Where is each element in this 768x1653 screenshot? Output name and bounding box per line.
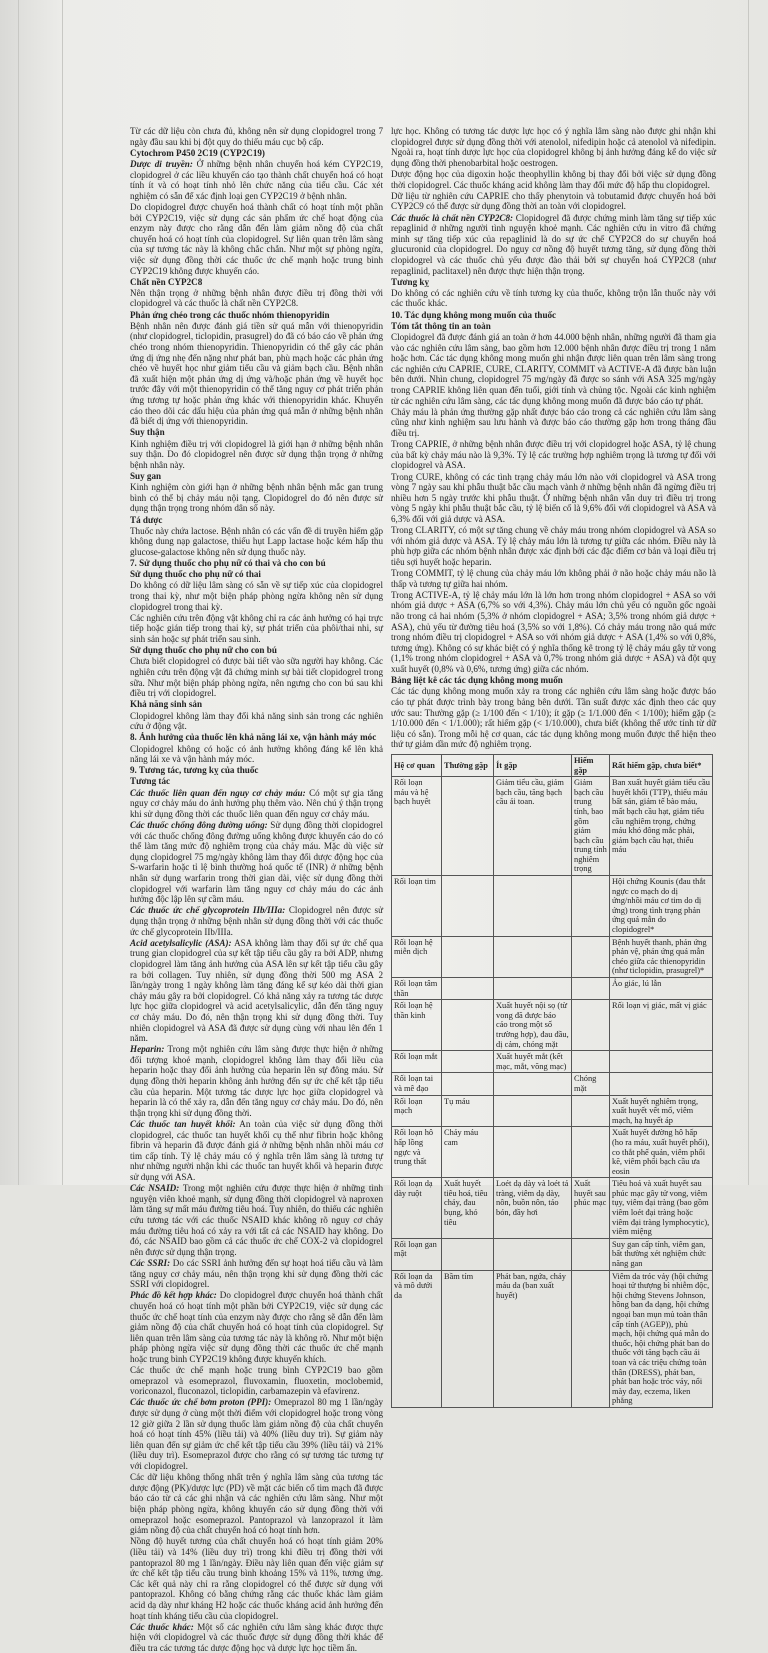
paper-fold [18,0,19,1185]
table-cell: Xuất huyết đường hô hấp (ho ra máu, xuất huyết phổi), co thắt phế quản, viêm phổi kẽ, viêm phổi bạch cầu ưa eosin [610,1127,713,1178]
paragraph: Các thuốc ức chế mạnh hoặc trung bình CYP2C19 bao gồm omeprazol và esomeprazol, fluvoxamin, fluoxetin, moclobemid, voriconazol, fluconazol, ticlopidin, carbamazepin và efavirenz. [130,1365,383,1397]
paragraph [391,213,716,277]
table-cell: Rối loạn vị giác, mất vị giác [610,1000,713,1051]
section-heading: Tá dược [130,514,163,525]
table-row [392,1073,713,1095]
paragraph: Do clopidogrel được chuyển hoá thành chất có hoạt tính một phần bởi CYP2C19, việc sử dụng các sản phẩm ức chế hoạt động của enzym này được cho rằng dẫn đến làm giảm nồng độ của chất chuyển hoá có hoạt tính của clopidogrel. Sự liên quan trên lâm sàng của sự tương tác này là không chắc chắn. Như một sự phòng ngừa, việc sử dụng đồng thời các thuốc ức chế mạnh hoặc trung bình CYP2C19 không được khuyến cáo. [130,201,383,276]
table-cell: Ban xuất huyết giảm tiểu cầu huyết khối (TTP), thiếu máu bất sản, giảm tế bào máu, mất bạch cầu hạt, giảm tiểu cầu nghiêm trọng, chứng máu khó đông mắc phải, giảm bạch cầu hạt, thiếu máu [610,777,713,876]
table-row [392,1270,713,1407]
paragraph [130,159,383,201]
table-cell: Ảo giác, lú lẫn [610,978,713,1000]
table-cell [610,1073,713,1095]
paragraph: Trong ACTIVE-A, tỷ lệ chảy máu lớn là lớn hơn trong nhóm clopidogrel + ASA so với nhóm giả dược + ASA (6,7% so với 4,3%). Chảy máu lớn chủ yếu có nguồn gốc ngoài não trong cả hai nhóm (5,3% ở nhóm clopidogrel + ASA; 3,5% trong nhóm giả dược + ASA), chủ yếu từ đường tiêu hoá (3,5% so với 1,8%). Có chảy máu trong não quá mức trong nhóm điều trị clopidogrel + ASA so với nhóm giả dược + ASA (1,4% so với 0,8%, tương ứng). Không có sự khác biệt có ý nghĩa thống kê trong tỷ lệ chảy máu gây tử vong (1,1% trong nhóm clopidogrel + ASA và 0,7% trong nhóm giả dược + ASA) và đột quỵ xuất huyết (0,8% và 0,6%, tương ứng) giữa các nhóm. [391,589,716,674]
table-row [392,876,713,937]
table-cell [572,1051,610,1073]
paragraph-text: Ở những bệnh nhân chuyển hoá kém CYP2C19, clopidogrel ở các liều khuyến cáo tạo thành chất chuyển hoá có hoạt tính ít và có hoạt tính nhỏ lên chức năng của tiểu cầu. Các xét nghiệm có sẵn để xác định loại gen CYP2C19 ở bệnh nhân. [130,158,383,201]
table-cell: Bầm tím [442,1270,494,1407]
paragraph-text: Có một sự gia tăng nguy cơ chảy máu do ảnh hưởng phụ thêm vào. Nên chú ý thận trọng khi sử dụng đồng thời các thuốc liên quan đến nguy cơ chảy máu. [130,787,383,819]
table-cell [494,936,572,977]
table-cell [442,978,494,1000]
section-heading: 10. Tác dụng không mong muốn của thuốc [391,309,557,320]
paragraph-text: Một số các nghiên cứu lâm sàng khác được thực hiện với clopidogrel và các thuốc được sử dụng đồng thời khác để điều tra các tương tác dược động học và dược lực học tiềm ẩn. [130,1621,384,1653]
section-heading: 8. Ảnh hưởng của thuốc lên khả năng lái xe, vận hành máy móc [130,732,377,743]
paragraph-text: Sử dụng đồng thời clopidogrel với các thuốc chống đông đường uống không được khuyến cáo do có thể làm tăng mức độ nghiêm trọng của chảy máu. Mặc dù việc sử dụng clopidogrel 75 mg/ngày không làm thay đổi dược động học của S-warfarin hoặc tỉ lệ bình thường hoá quốc tế (INR) ở những bệnh nhân sử dụng warfarin trong thời gian dài, việc sử dụng đồng thời clopidogrel với warfarin làm tăng nguy cơ chảy máu do các ảnh hưởng độc lập lên sự cầm máu. [130,820,383,905]
table-cell [494,1238,572,1270]
inline-heading: Các SSRI: [130,1257,171,1268]
paragraph [130,1119,383,1183]
left-column [130,126,384,1653]
table-row [392,1000,713,1051]
table-cell: Tiêu hoá và xuất huyết sau phúc mạc gây tử vong, viêm tụy, viêm đại tràng (bao gồm viêm loét đại tràng hoặc viêm đại tràng lymphocytic), viêm miệng [610,1178,713,1239]
paper-fold [748,0,749,1185]
section-heading: Suy gan [130,470,162,481]
paragraph-text: An toàn của việc sử dụng đồng thời clopidogrel, các thuốc tan huyết khối cụ thể như fibrin hoặc không fibrin và heparin đã được đánh giá ở những bệnh nhân nhồi máu cơ tim cấp tính. Tỷ lệ chảy máu có ý nghĩa trên lâm sàng là tương tự như những người nhận khi các thuốc tan huyết khối và heparin được sử dụng với ASA. [130,1119,383,1182]
section-heading: Sử dụng thuốc cho phụ nữ cho con bú [130,645,277,656]
table-cell [442,1238,494,1270]
table-cell: Xuất huyết sau phúc mạc [572,1178,610,1239]
paragraph: Trong CAPRIE, ở những bệnh nhân được điều trị với clopidogrel hoặc ASA, tỷ lệ chung của bất kỳ chảy máu nào là 9,3%. Tỷ lệ các trường hợp nghiêm trọng là tương tự đối với clopidogrel và ASA. [391,439,716,471]
table-header-cell: Hiếm gặp [572,754,610,776]
paragraph: Dữ liệu từ nghiên cứu CAPRIE cho thấy phenytoin và tobutamid được chuyển hoá bởi CYP2C9 có thể được sử dụng đồng thời an toàn với clopidogrel. [391,190,716,212]
table-cell [494,978,572,1000]
paragraph: Nên thận trọng ở những bệnh nhân được điều trị đồng thời với clopidogrel và các thuốc là chất nền CYP2C8. [130,287,383,309]
table-cell [572,1270,610,1407]
section-heading: Bảng liệt kê các tác dụng không mong muốn [391,675,563,686]
section-heading: Chất nền CYP2C8 [130,276,203,287]
paragraph [130,1290,383,1364]
organ-system-cell: Rối loạn máu và hệ bạch huyết [392,777,442,876]
paragraph: Thuốc này chứa lactose. Bệnh nhân có các vấn đề di truyền hiếm gặp không dung nạp galactose, thiếu hụt Lapp lactase hoặc kém hấp thu glucose-galactose không nên sử dụng thuốc này. [130,525,383,557]
inline-heading: Heparin: [130,1044,165,1055]
paragraph-text: Clopidogrel đã được chứng minh làm tăng sự tiếp xúc repaglinid ở những người tình nguyện khoẻ mạnh. Các nghiên cứu in vitro đã chứng minh sự tăng tiếp xúc của repaglinid là do sự ức chế CYP2C8 do sự chuyển hoá glucuronid của clopidogrel. Do nguy cơ nồng độ huyết tương tăng, sử dụng đồng thời clopidogrel và các thuốc chủ yếu được đào thải bởi sự chuyển hoá CYP2C8 (như repaglinid, paclitaxel) nên được thực hiện thận trọng. [391,212,716,276]
table-cell [494,876,572,937]
paragraph [130,1622,383,1653]
organ-system-cell: Rối loạn hệ miễn dịch [392,936,442,977]
organ-system-cell: Rối loạn da và mô dưới da [392,1270,442,1407]
section-heading: Sử dụng thuốc cho phụ nữ có thai [130,569,261,580]
table-cell: Xuất huyết nghiêm trọng, xuất huyết vết mổ, viêm mạch, hạ huyết áp [610,1095,713,1127]
table-cell [572,876,610,937]
paragraph: Các dữ liệu không thống nhất trên ý nghĩa lâm sàng của tương tác dược động (PK)/dược lực (PD) về mặt các biến cố tim mạch đã được báo cáo từ cả các ghi nhận và các nghiên cứu lâm sàng. Như một biện pháp phòng ngừa, không khuyến cáo sử dụng đồng thời với omeprazol hoặc esomeprazol. Pantoprazol và lanzoprazol ít làm giảm nồng độ của chất chuyển hoá có hoạt tính hơn. [130,1472,383,1536]
organ-system-cell: Rối loạn tim [392,876,442,937]
inline-heading: Dược di truyền: [130,158,193,169]
table-cell: Chảy máu cam [442,1127,494,1178]
table-cell [572,1238,610,1270]
organ-system-cell: Rối loạn tâm thần [392,978,442,1000]
table-row [392,978,713,1000]
table-header-cell: Thường gặp [442,754,494,776]
paragraph [130,1397,383,1471]
paragraph: Kinh nghiệm điều trị với clopidogrel là giới hạn ở những bệnh nhân suy thận. Do đó clopidogrel nên được sử dụng thận trọng ở những bệnh nhân này. [130,438,383,470]
table-cell [442,1000,494,1051]
table-cell: Giảm tiểu cầu, giảm bạch cầu, tăng bạch cầu ái toan. [494,777,572,876]
inline-heading: Phác đồ kết hợp khác: [130,1290,217,1301]
paragraph: Do không có dữ liệu lâm sàng có sẵn về sự tiếp xúc của clopidogrel trong thai kỳ, như một biện pháp phòng ngừa không nên sử dụng clopidogrel trong thai kỳ. [130,580,383,612]
table-cell [442,1073,494,1095]
inline-heading: Các thuốc ức chế glycoprotein IIb/IIIa: [130,905,286,916]
section-heading: Phản ứng chéo trong các thuốc nhóm thienopyridin [130,309,330,320]
paragraph [130,1258,383,1290]
table-cell [494,1095,572,1127]
paragraph [130,938,383,1044]
section-heading: 7. Sử dụng thuốc cho phụ nữ có thai và cho con bú [130,558,326,569]
table-cell: Viêm da tróc vảy (hội chứng hoại tử thượng bì nhiễm độc, hội chứng Stevens Johnson, hồng ban đa dạng, hội chứng ngoại ban mụn mủ toàn thân cấp tính (AGEP)), phù mạch, hội chứng quá mẫn do thuốc, hội chứng phát ban do thuốc với tăng bạch cầu ái toan và các triệu chứng toàn thân (DRESS), phát ban, phát ban hoặc tróc vảy, nổi mày đay, eczema, liken phẳng [610,1270,713,1407]
table-header-cell: Rất hiếm gặp, chưa biết* [610,754,713,776]
table-row [392,1095,713,1127]
paragraph-text: Trong một nghiên cứu lâm sàng được thực hiện ở những đối tượng khoẻ mạnh, clopidogrel không làm thay đổi liều của heparin hoặc thay đổi ảnh hưởng của heparin lên sự đông máu. Sử dụng đồng thời heparin không ảnh hưởng đến sự ức chế kết tập tiểu cầu của heparin. Một tương tác dược lực học giữa clopidogrel và heparin là có thể xảy ra, dẫn đến tăng nguy cơ chảy máu. Do đó, nên thận trọng khi sử dụng đồng thời. [130,1044,383,1118]
organ-system-cell: Rối loạn mạch [392,1095,442,1127]
paragraph: Clopidogrel không có hoặc có ảnh hưởng không đáng kể lên khả năng lái xe và vận hành máy móc. [130,743,383,765]
table-body [392,777,713,1408]
table-header-cell: Hệ cơ quan [392,754,442,776]
paragraph: Bệnh nhân nên được đánh giá tiền sử quá mẫn với thienopyridin (như clopidogrel, ticlopidin, prasugrel) do đã có báo cáo về phản ứng chéo trong nhóm thienopyridin. Thienopyridin có thể gây các phản ứng dị ứng nhẹ đến nặng như phát ban, phù mạch hoặc các phản ứng chéo về huyết học như giảm tiểu cầu và giảm bạch cầu. Bệnh nhân đã xuất hiện một phản ứng dị ứng và/hoặc phản ứng về huyết học trước đây với một thienopyridin có thể tăng nguy cơ phát triển phản ứng tương tự hoặc phản ứng khác với thienopyridin khác. Khuyến cáo theo dõi các dấu hiệu của phản ứng quá mẫn ở những bệnh nhân đã biết dị ứng với thienopyridin. [130,320,383,427]
organ-system-cell: Rối loạn dạ dày ruột [392,1178,442,1239]
paragraph: lực học. Không có tương tác dược lực học có ý nghĩa lâm sàng nào được ghi nhận khi clopidogrel được sử dụng đồng thời với atenolol, nifedipin hoặc cả atenolol và nifedipin. Ngoài ra, hoạt tính dược lực học của clopidogrel không bị ảnh hưởng đáng kể do việc sử dụng đồng thời phenobarbital hoặc oestrogen. [391,126,716,168]
inline-heading: Các thuốc liên quan đến nguy cơ chảy máu: [130,787,306,798]
inline-heading: Các thuốc tan huyết khối: [130,1119,236,1130]
table-cell: Xuất huyết tiêu hoá, tiêu chảy, đau bụng, khó tiêu [442,1178,494,1239]
table-header-cell: Ít gặp [494,754,572,776]
paragraph-text: Clopidogrel nên được sử dụng thận trọng ở những bệnh nhân sử dụng đồng thời với các thuốc ức chế glycoprotein IIb/IIIa. [130,905,383,937]
paragraph [130,1183,383,1257]
paragraph: Clopidogrel đã được đánh giá an toàn ở hơn 44.000 bệnh nhân, những người đã tham gia vào các nghiên cứu lâm sàng, bao gồm hơn 12.000 bệnh nhân được điều trị trong 1 năm hoặc hơn. Các tác dụng không mong muốn ghi nhận được liên quan trên lâm sàng trong các nghiên cứu CAPRIE, CURE, CLARITY, COMMIT và ACTIVE-A đã được bàn luận bên dưới. Nhìn chung, clopidogrel 75 mg/ngày đã được so sánh với ASA 325 mg/ngày trong CAPRIE không liên quan đến tuổi, giới tính và chủng tộc. Ngoài các kinh nghiệm từ các nghiên cứu lâm sàng, các tác dụng không mong muốn đã được báo cáo tự phát. [391,332,716,406]
paragraph-text: Omeprazol 80 mg 1 lần/ngày được sử dụng ở cùng một thời điểm với clopidogrel hoặc trong vòng 12 giờ giữa 2 lần sử dụng thuốc làm giảm nồng độ của chất chuyển hoá có hoạt tính 45% (liều tải) và 40% (liều duy trì). Sự giảm này liên quan đến sự giảm ức chế kết tập tiểu cầu 39% (liều tải) và 21% (liều duy trì). Esomeprazol được cho rằng có sự tương tác tương tự với clopidogrel. [130,1397,383,1471]
paragraph-text: ASA không làm thay đổi sự ức chế qua trung gian clopidogrel của sự kết tập tiểu cầu gây ra bởi ADP, nhưng clopidogrel làm tăng ảnh hưởng của ASA lên sự kết tập tiểu cầu gây ra bởi collagen. Tuy nhiên, sử dụng đồng thời 500 mg ASA 2 lần/ngày trong 1 ngày không làm tăng đáng kể sự kéo dài thời gian chảy máu gây ra bởi clopidogrel. Có khả năng xảy ra tương tác dược lực học giữa clopidogrel và acid acetylsalicylic, dẫn đến tăng nguy cơ chảy máu. Do đó, nên thận trọng khi sử dụng đồng thời. Tuy nhiên clopidogrel và ASA đã được sử dụng cùng với nhau lên đến 1 năm. [130,937,383,1044]
table-cell: Suy gan cấp tính, viêm gan, bất thường xét nghiệm chức năng gan [610,1238,713,1270]
inline-heading: Các thuốc ức chế bơm proton (PPI): [130,1397,272,1408]
paragraph: Trong CLARITY, có một sự tăng chung về chảy máu trong nhóm clopidogrel và ASA so với nhóm giả dược và ASA. Tỷ lệ chảy máu lớn là tương tự giữa các nhóm. Điều này là phù hợp giữa các nhóm bệnh nhân được xác định bởi các đặc điểm cơ bản và loại điều trị tiêu sợi huyết hoặc heparin. [391,525,716,567]
paragraph: Trong COMMIT, tỷ lệ chung của chảy máu lớn không phải ở não hoặc chảy máu não là thấp và tương tự giữa hai nhóm. [391,568,716,589]
table-cell [572,978,610,1000]
section-heading: Tương tác [130,776,171,787]
organ-system-cell: Rối loạn hô hấp lồng ngực và trung thất [392,1127,442,1178]
paragraph: Các nghiên cứu trên động vật không chỉ ra các ảnh hưởng có hại trực tiếp hoặc gián tiếp trong thai kỳ, sự phát triển của phôi/thai nhi, sự sinh sản hoặc sự phát triển sau sinh. [130,612,383,644]
table-cell [572,1000,610,1051]
inline-heading: Các thuốc khác: [130,1621,194,1632]
table-cell: Xuất huyết mắt (kết mạc, mắt, võng mạc) [494,1051,572,1073]
paragraph-text: Do clopidogrel được chuyển hoá thành chất chuyển hoá có hoạt tính một phần bởi CYP2C19, việc sử dụng các thuốc ức chế hoạt tính của enzym này được cho rằng sẽ dẫn đến làm giảm nồng độ của chất chuyển hoá có hoạt tính của clopidogrel. Sự liên quan trên lâm sàng của tương tác này là không rõ. Như một biện pháp phòng ngừa việc sử dụng đồng thời các thuốc ức chế mạnh hoặc trung bình CYP2C19 không được khuyến khích. [130,1290,383,1364]
table-row [392,1051,713,1073]
section-heading: Suy thận [130,427,165,438]
paper-fold [62,0,63,1185]
table-cell [442,936,494,977]
paragraph: Chưa biết clopidogrel có được bài tiết vào sữa người hay không. Các nghiên cứu trên động vật đã chứng minh sự bài tiết clopidogrel trong sữa. Như một biện pháp phòng ngừa, nên ngưng cho con bú sau khi điều trị với clopidogrel. [130,656,383,699]
table-cell [572,1095,610,1127]
table-cell [610,1051,713,1073]
paragraph-text: Trong một nghiên cứu được thực hiện ở những tình nguyện viên khoẻ mạnh, sử dụng đồng thời clopidogrel và naproxen làm tăng sự mất máu đường tiêu hoá. Tuy nhiên, do thiếu các nghiên cứu tương tác với các thuốc NSAID khác không rõ nguy cơ chảy máu đường tiêu hoá có xảy ra với tất cả các NSAID hay không. Do đó, các NSAID bao gồm cả các thuốc ức chế COX-2 và clopidogrel nên được sử dụng thận trọng. [130,1183,383,1257]
inline-heading: Các thuốc là chất nền CYP2C8: [391,212,514,223]
paragraph [130,820,383,905]
table-cell: Xuất huyết nội sọ (từ vong đã được báo cáo trong một số trường hợp), đau đầu, dị cảm, chóng mặt [494,1000,572,1051]
paragraph: Clopidogrel không làm thay đổi khả năng sinh sản trong các nghiên cứu ở động vật. [130,710,383,732]
table-cell: Bệnh huyết thanh, phản ứng phản vệ, phản ứng quá mẫn chéo giữa các thienopyridin (như ticlopidin, prasugrel)* [610,936,713,977]
table-cell [572,1127,610,1178]
paragraph: Các tác dụng không mong muốn xảy ra trong các nghiên cứu lâm sàng hoặc được báo cáo tự phát được trình bày trong bảng bên dưới. Tần suất được xác định theo các quy ước sau: Thường gặp (≥ 1/100 đến < 1/10); ít gặp (≥ 1/1.000 đến < 1/100); hiếm gặp (≥ 1/10.000 đến < 1/1.000); rất hiếm gặp (< 1/10.000), chưa biết (không thể ước tính từ dữ liệu có sẵn). Trong mỗi hệ cơ quan, các tác dụng không mong muốn được thể hiện theo thứ tự giảm dần mức độ nghiêm trọng. [391,686,716,750]
table-row [392,1178,713,1239]
paragraph: Nồng độ huyết tương của chất chuyển hoá có hoạt tính giảm 20% (liều tải) và 14% (liều duy trì) trong khi điều trị đồng thời với pantoprazol 80 mg 1 lần/ngày. Điều này liên quan đến việc giảm sự ức chế kết tập tiểu cầu trung bình khoảng 15% và 11%, tương ứng. Các kết quả này chỉ ra rằng clopidogrel có thể được sử dụng với pantoprazol. Không có bằng chứng rằng các thuốc khác làm giảm acid dạ dày như kháng H2 hoặc các thuốc kháng acid ảnh hưởng đến hoạt tính kháng tiểu cầu của clopidogrel. [130,1536,383,1621]
paragraph: Do không có các nghiên cứu về tính tương kỵ của thuốc, không trộn lẫn thuốc này với các thuốc khác. [391,287,716,309]
table-row [392,936,713,977]
paragraph: Trong CURE, không có các tình trạng chảy máu lớn nào với clopidogrel và ASA trong vòng 7 ngày sau khi phẫu thuật bắc cầu mạch vành ở những bệnh nhân đã ngừng điều trị nhiều hơn 5 ngày trước khi phẫu thuật. Ở những bệnh nhân vẫn duy trì điều trị trong vòng 5 ngày khi phẫu thuật bắc cầu, tỷ lệ biến cố là 9,6% đối với clopidogrel và ASA và 6,3% đối với giả dược và ASA. [391,471,716,524]
paragraph [130,788,383,820]
table-cell: Chóng mặt [572,1073,610,1095]
table-row [392,777,713,876]
table-cell: Tụ máu [442,1095,494,1127]
table-cell: Phát ban, ngứa, chảy máu da (ban xuất huyết) [494,1270,572,1407]
organ-system-cell: Rối loạn hệ thần kinh [392,1000,442,1051]
section-heading: 9. Tương tác, tương kỵ của thuốc [130,765,259,776]
inline-heading: Các NSAID: [130,1183,180,1194]
table-cell: Giảm bạch cầu trung tính, bao gồm giảm bạch cầu trung tính nghiêm trọng [572,777,610,876]
table-row [392,1127,713,1178]
section-heading: Cytochrom P450 2C19 (CYP2C19) [130,147,265,158]
paragraph-text: Do các SSRI ảnh hưởng đến sự hoạt hoá tiểu cầu và làm tăng nguy cơ chảy máu, nên thận trọng khi sử dụng đồng thời các SSRI với clopidogrel. [130,1257,384,1290]
table-cell [572,936,610,977]
paragraph: Dược động học của digoxin hoặc theophyllin không bị thay đổi bởi việc sử dụng đồng thời clopidogrel. Các thuốc kháng acid không làm thay đổi mức độ hấp thu clopidogrel. [391,168,716,190]
table-cell [442,876,494,937]
organ-system-cell: Rối loạn mắt [392,1051,442,1073]
table-header-row [392,754,713,776]
organ-system-cell: Rối loạn tai và mê đạo [392,1073,442,1095]
table-cell [442,777,494,876]
organ-system-cell: Rối loạn gan mật [392,1238,442,1270]
right-column-text [391,126,716,750]
table-cell: Hội chứng Kounis (đau thắt ngực co mạch do dị ứng/nhồi máu cơ tim do dị ứng) trong tình trạng phản ứng quá mẫn do clopidogrel* [610,876,713,937]
paragraph: Kinh nghiệm còn giới hạn ở những bệnh nhân bệnh mắc gan trung bình có thể bị chảy máu nội tạng. Clopidogrel do đó nên được sử dụng thận trọng trong nhóm dân số này. [130,482,383,514]
table-cell [494,1073,572,1095]
section-heading: Tương kỵ [391,276,430,287]
inline-heading: Acid acetylsalicylic (ASA): [130,937,232,948]
paragraph [130,1044,383,1118]
section-heading: Khả năng sinh sản [130,699,203,710]
right-column [391,126,716,1406]
table-cell: Loét dạ dày và loét tá tràng, viêm dạ dày, nôn, buồn nôn, táo bón, đầy hơi [494,1178,572,1239]
table-cell [442,1051,494,1073]
table-cell [494,1127,572,1178]
paragraph: Chảy máu là phản ứng thường gặp nhất được báo cáo trong cả các nghiên cứu lâm sàng cũng như kinh nghiệm sau lưu hành và được báo cáo thường gặp hơn trong tháng đầu điều trị. [391,406,716,438]
inline-heading: Các thuốc chống đông đường uống: [130,820,268,831]
paragraph: Từ các dữ liệu còn chưa đủ, không nên sử dụng clopidogrel trong 7 ngày đầu sau khi bị đột quỵ do thiếu máu cục bộ cấp. [130,126,383,147]
section-heading: Tóm tắt thông tin an toàn [391,320,491,331]
paragraph [130,905,383,937]
table-row [392,1238,713,1270]
adverse-effects-table [391,754,713,1408]
